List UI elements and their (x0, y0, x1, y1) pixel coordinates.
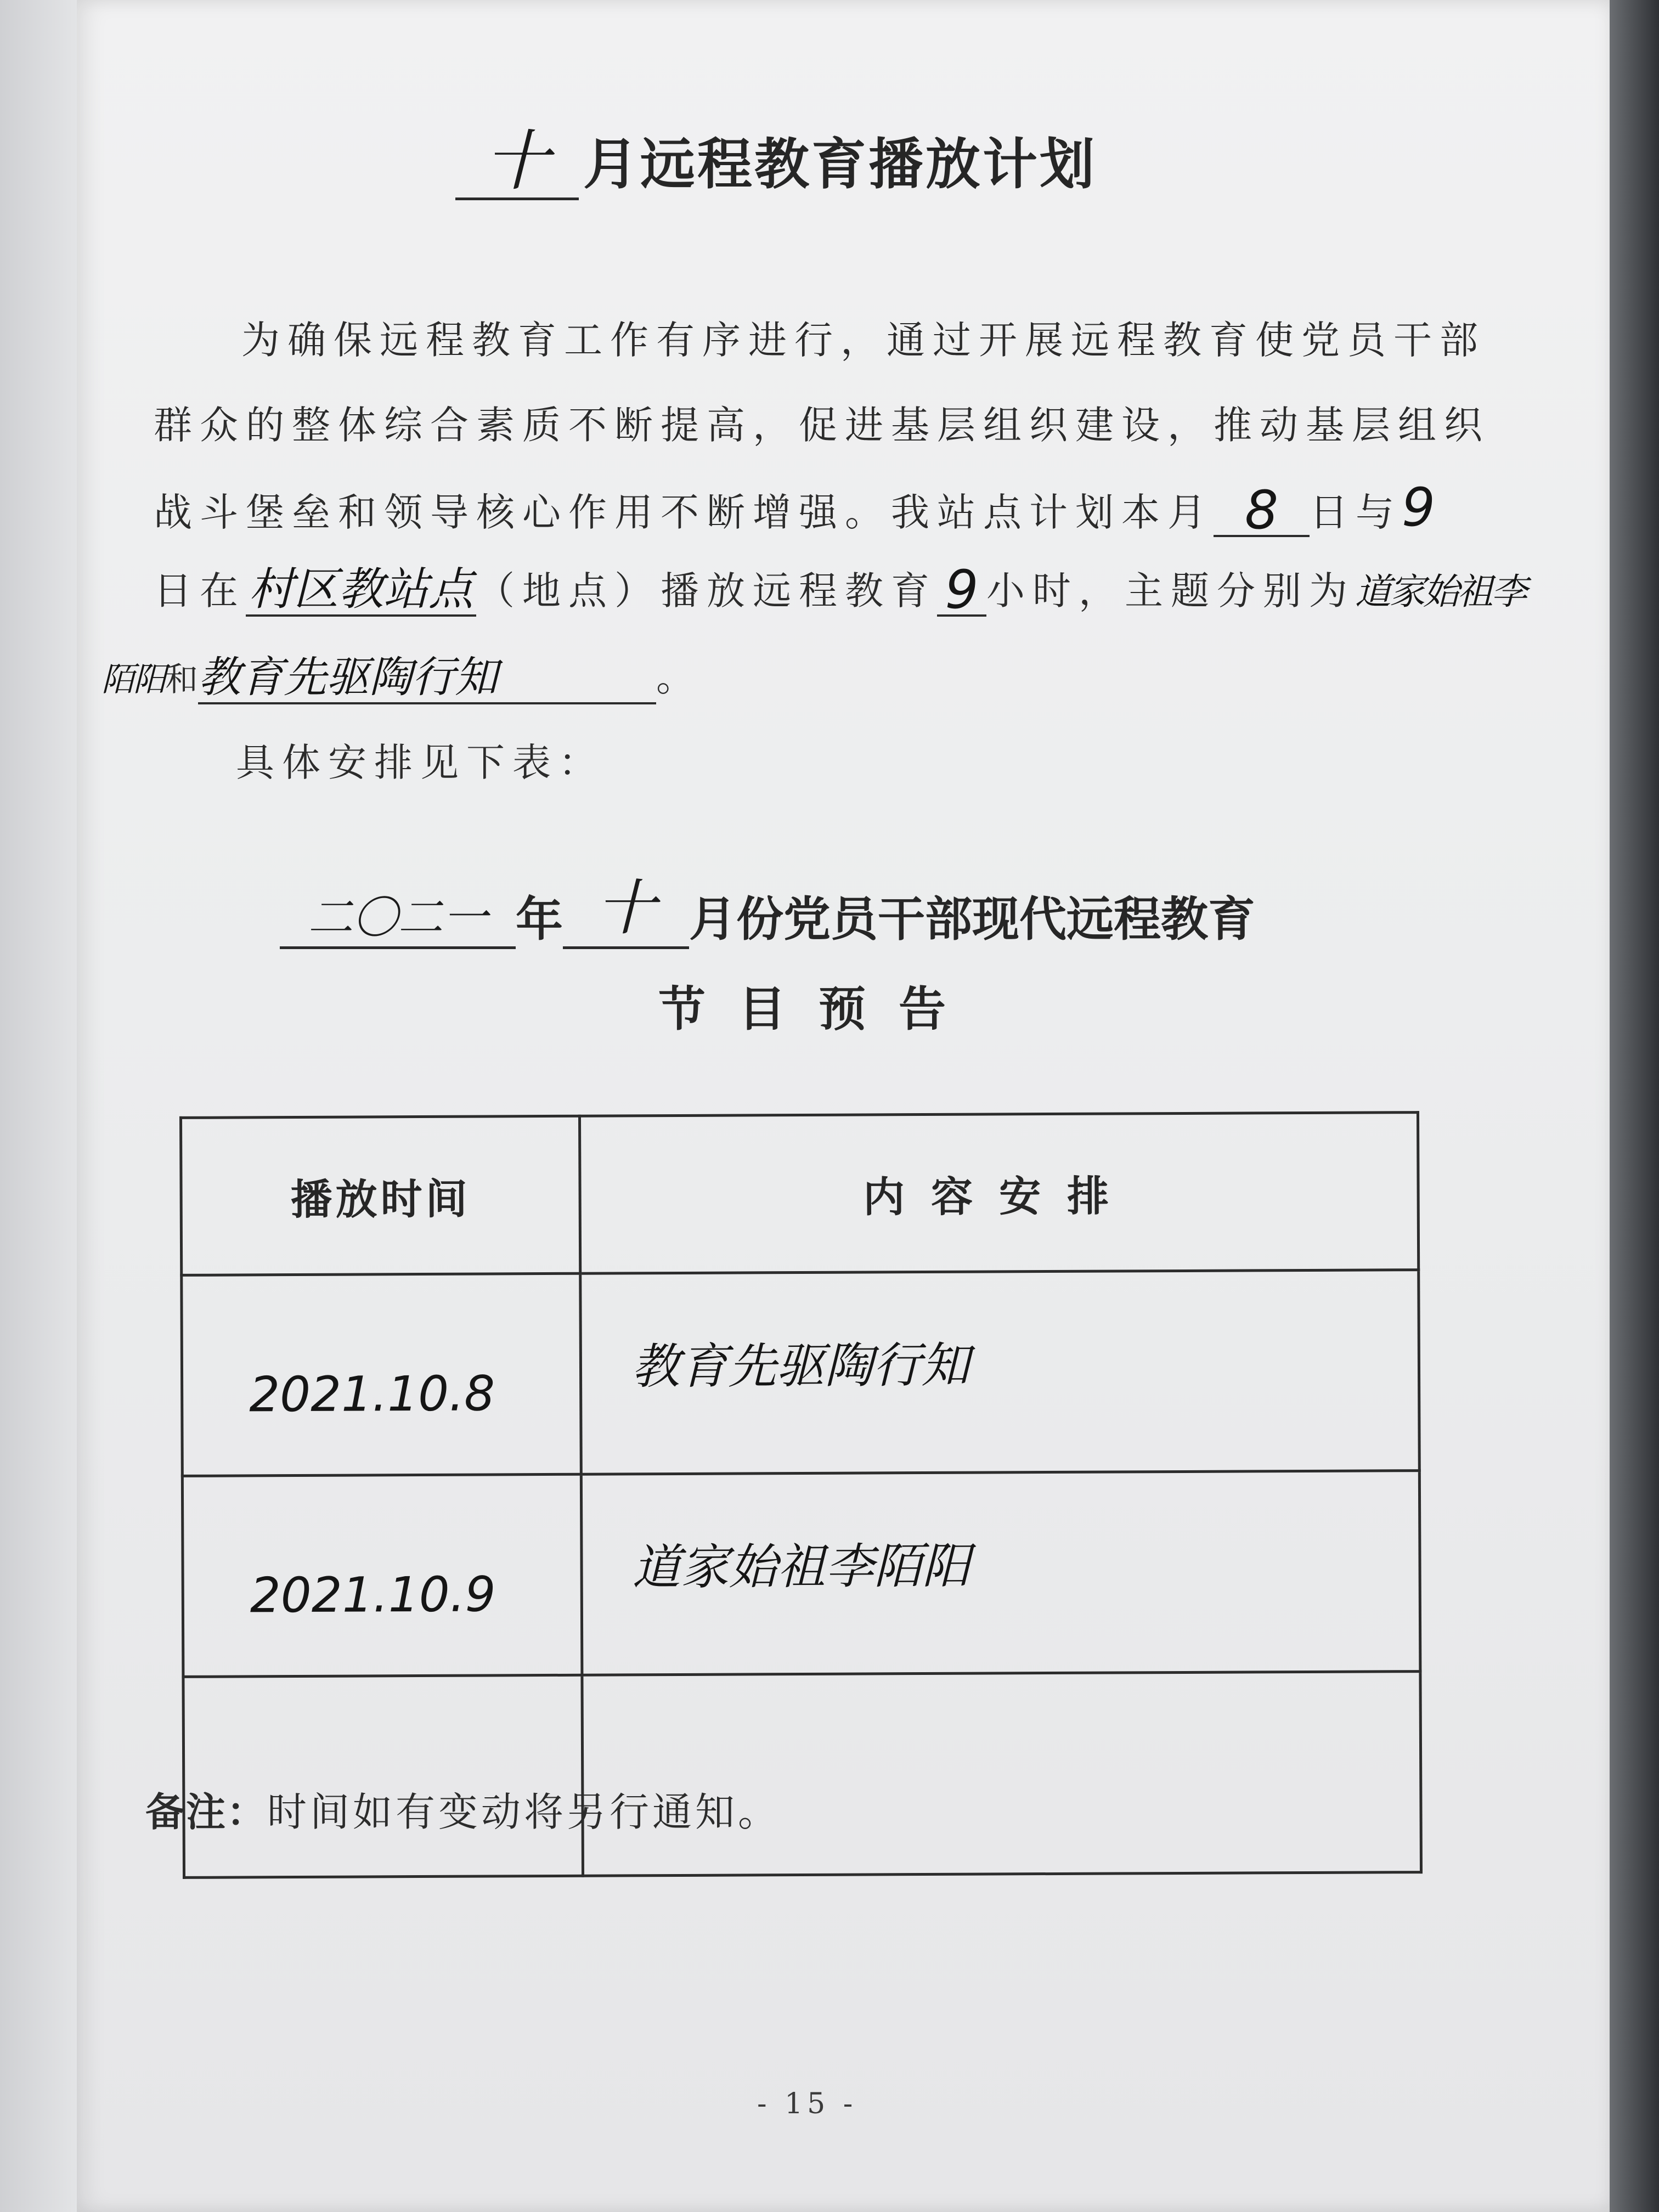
background-left (0, 0, 77, 2212)
paragraph-line-6: 具体安排见下表： (236, 740, 605, 785)
paragraph-line-2: 群众的整体综合素质不断提高，促进基层组织建设，推动基层组织 (154, 403, 1490, 448)
table-row (182, 1471, 1420, 1677)
schedule-month-handwritten: 十 (563, 860, 689, 949)
row-content (582, 1672, 1421, 1876)
line4-prefix: 日在 (154, 568, 246, 613)
day2-handwritten: 9 (1402, 477, 1436, 538)
paragraph-line-4 (154, 559, 1525, 620)
row-time: 2021.10.9 (182, 1474, 582, 1677)
topic2-handwritten: 教育先驱陶行知 (198, 653, 656, 704)
column-header-time: 播放时间 (180, 1116, 580, 1275)
column-header-content: 内容安排 (579, 1113, 1418, 1274)
footnote (145, 1780, 781, 1837)
row-time: 2021.10.8 (182, 1273, 582, 1476)
table-header-row (180, 1113, 1418, 1276)
table-row (182, 1270, 1420, 1476)
paragraph-line-1: 为确保远程教育工作有序进行，通过开展远程教育使党员干部 (241, 318, 1486, 363)
schedule-table (179, 1111, 1423, 1879)
table-row (183, 1672, 1421, 1878)
background-right-edge (1610, 0, 1659, 2212)
schedule-year-label: 年 (516, 892, 563, 947)
hours-handwritten: 9 (937, 565, 986, 617)
day1-handwritten: 8 (1214, 486, 1310, 537)
note-text: 时间如有变动将另行通知。 (267, 1789, 781, 1835)
row-content: 道家始祖李陌阳 (581, 1471, 1420, 1675)
title-month-handwritten: 十 (455, 126, 579, 200)
row-time (183, 1675, 583, 1877)
line3-prefix: 战斗堡垒和领导核心作用不断增强。我站点计划本月 (154, 490, 1214, 535)
schedule-title (280, 873, 1255, 949)
note-label: 备注： (145, 1789, 268, 1835)
topic1-part2-handwritten: 陌阳 (101, 661, 165, 699)
paragraph-line-3 (154, 477, 1436, 541)
period: 。 (656, 655, 702, 700)
page-title (455, 123, 1097, 200)
line4-suffix: 小时，主题分别为 (986, 568, 1355, 613)
paragraph-line-5 (101, 653, 702, 704)
location-handwritten: 村区教站点 (246, 565, 476, 617)
line3-mid: 日与 (1310, 490, 1402, 535)
and-text: 和 (165, 661, 198, 699)
schedule-title-suffix: 月份党员干部现代远程教育 (689, 892, 1255, 947)
topic1-part1-handwritten: 道家始祖李 (1355, 571, 1525, 613)
schedule-subtitle: 节目预告 (658, 982, 979, 1037)
page-number: - 15 - (757, 2087, 857, 2120)
title-text: 月远程教育播放计划 (583, 132, 1097, 196)
schedule-year-handwritten: 二〇二一 (280, 882, 516, 949)
row-content: 教育先驱陶行知 (580, 1270, 1420, 1475)
line4-mid: （地点）播放远程教育 (476, 568, 937, 613)
